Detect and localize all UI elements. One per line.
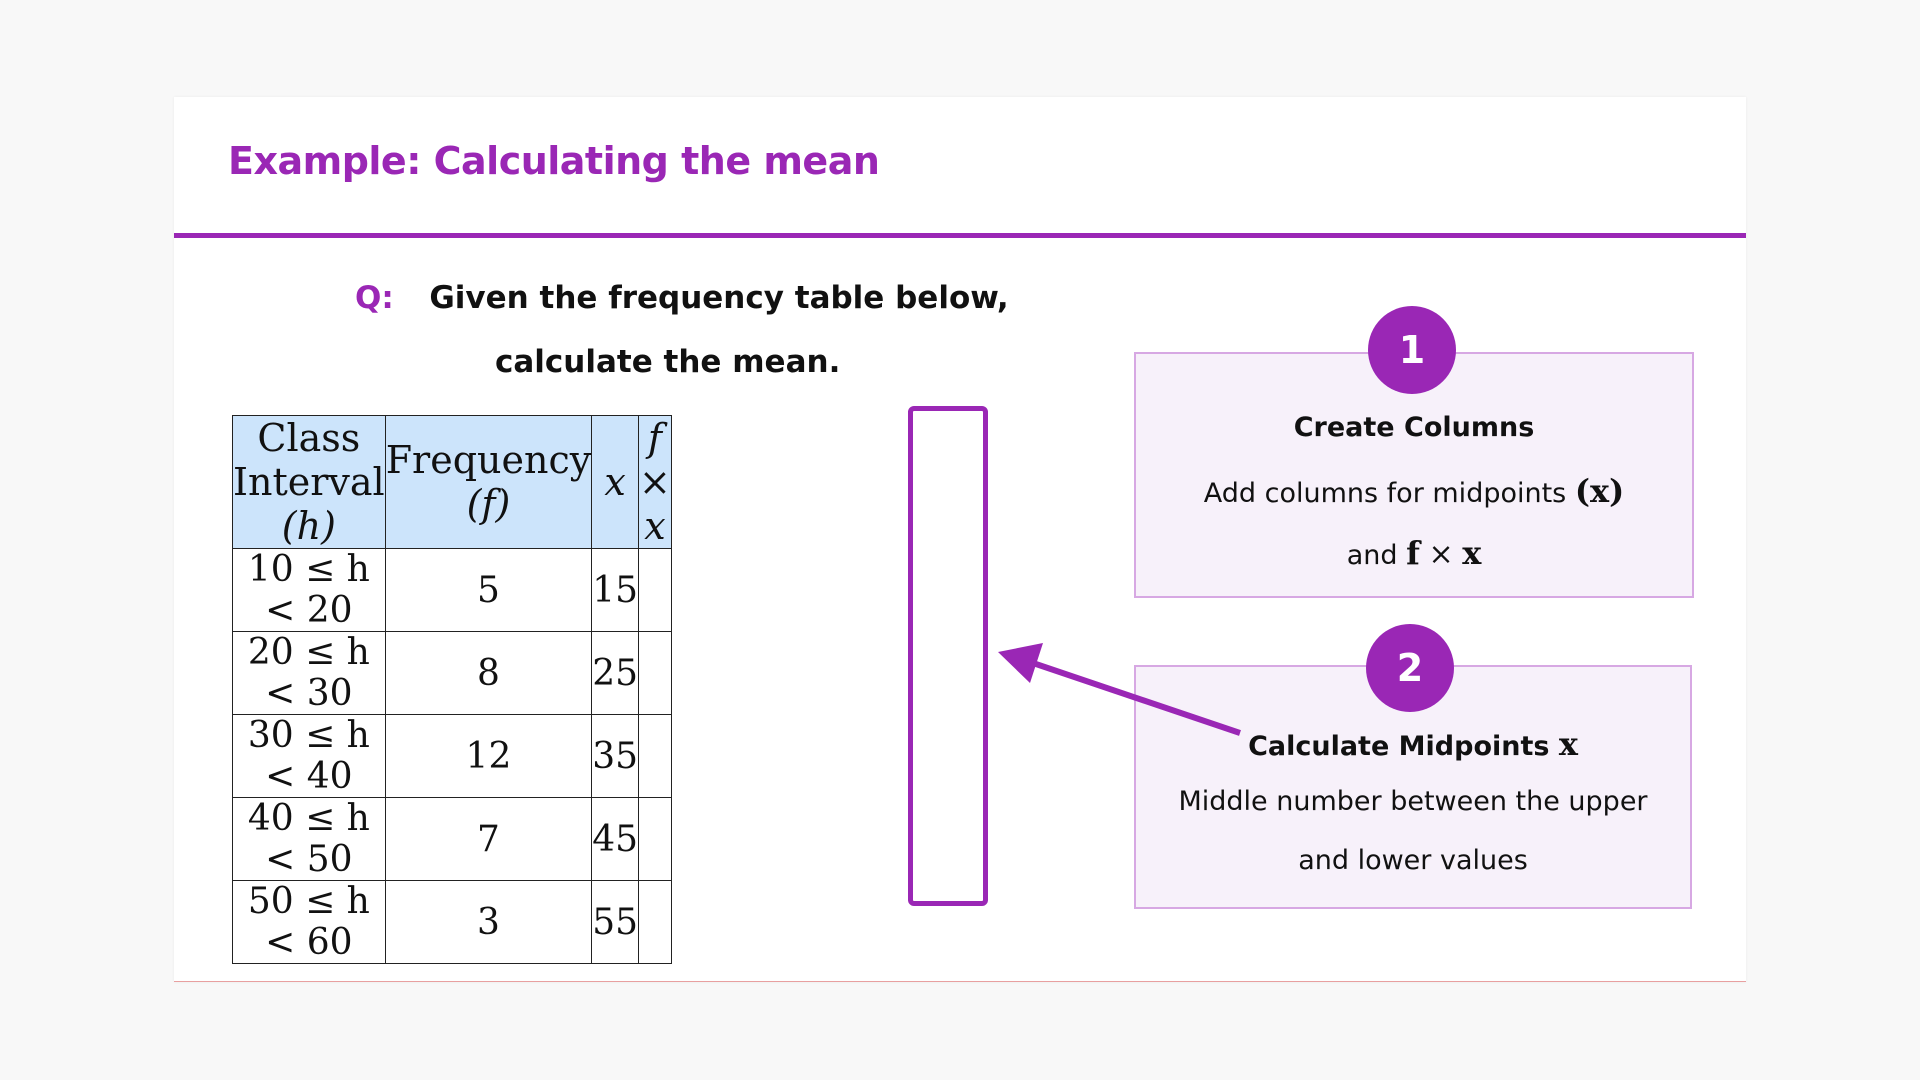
step-2-badge: 2 <box>1366 624 1454 712</box>
step-1-badge: 1 <box>1368 306 1456 394</box>
header-fx: f × x <box>639 416 671 548</box>
step-1-math-x2: x <box>1462 534 1482 572</box>
cell-frequency: 7 <box>385 798 592 881</box>
step-1-line-2 <box>1136 534 1692 572</box>
cell-midpoint: 35 <box>592 715 639 798</box>
header-class-interval-var: (h) <box>281 504 336 548</box>
frequency-table <box>232 415 672 964</box>
step-2-title <box>1136 725 1690 763</box>
cell-midpoint: 45 <box>592 798 639 881</box>
table-row <box>233 798 672 881</box>
question-label: Q: <box>355 280 394 316</box>
table-header-row <box>233 416 672 549</box>
cell-midpoint: 15 <box>592 549 639 632</box>
step-1-line-1 <box>1136 472 1692 510</box>
table-row <box>233 549 672 632</box>
cell-midpoint: 55 <box>592 881 639 964</box>
table-row <box>233 632 672 715</box>
cell-fx <box>639 881 672 964</box>
cell-interval: 40 ≤ h < 50 <box>233 798 386 881</box>
step-1-math-x: (x) <box>1574 472 1625 510</box>
cell-frequency: 8 <box>385 632 592 715</box>
cell-fx <box>639 715 672 798</box>
cell-fx <box>639 798 672 881</box>
step-2-line-1: Middle number between the upper <box>1178 786 1648 817</box>
step-2-title-text: Calculate Midpoints <box>1248 731 1550 762</box>
step-1-text-1: Add columns for midpoints <box>1203 478 1567 509</box>
step-2-title-math: x <box>1558 725 1578 763</box>
table-row <box>233 881 672 964</box>
cell-midpoint: 25 <box>592 632 639 715</box>
cell-interval: 10 ≤ h < 20 <box>233 549 386 632</box>
header-midpoint: x <box>592 416 639 549</box>
cell-interval: 50 ≤ h < 60 <box>233 881 386 964</box>
header-frequency-label: Frequency <box>385 438 592 482</box>
slide-title: Example: Calculating the mean <box>228 139 880 183</box>
cell-frequency: 12 <box>385 715 592 798</box>
step-1-text-2: and <box>1346 540 1398 571</box>
step-1-math-f: f <box>1406 534 1420 572</box>
cell-interval: 20 ≤ h < 30 <box>233 632 386 715</box>
midpoint-column-highlight <box>908 406 988 906</box>
cell-frequency: 5 <box>385 549 592 632</box>
header-frequency-var: (f) <box>466 482 511 526</box>
cell-frequency: 3 <box>385 881 592 964</box>
cell-fx <box>639 549 672 632</box>
header-class-interval-label: Class Interval <box>233 416 385 504</box>
cell-interval: 30 ≤ h < 40 <box>233 715 386 798</box>
question-text-1: Given the frequency table below, <box>429 280 1009 316</box>
question-line-1 <box>355 280 1009 316</box>
step-1-title: Create Columns <box>1293 412 1535 443</box>
step-2-line-2: and lower values <box>1298 845 1528 876</box>
question-text-2: calculate the mean. <box>495 344 841 380</box>
cell-fx <box>639 632 672 715</box>
step-1-math-times: × <box>1428 537 1454 572</box>
header-class-interval <box>233 416 386 549</box>
header-frequency <box>385 416 592 549</box>
table-row <box>233 715 672 798</box>
title-divider <box>174 233 1746 238</box>
